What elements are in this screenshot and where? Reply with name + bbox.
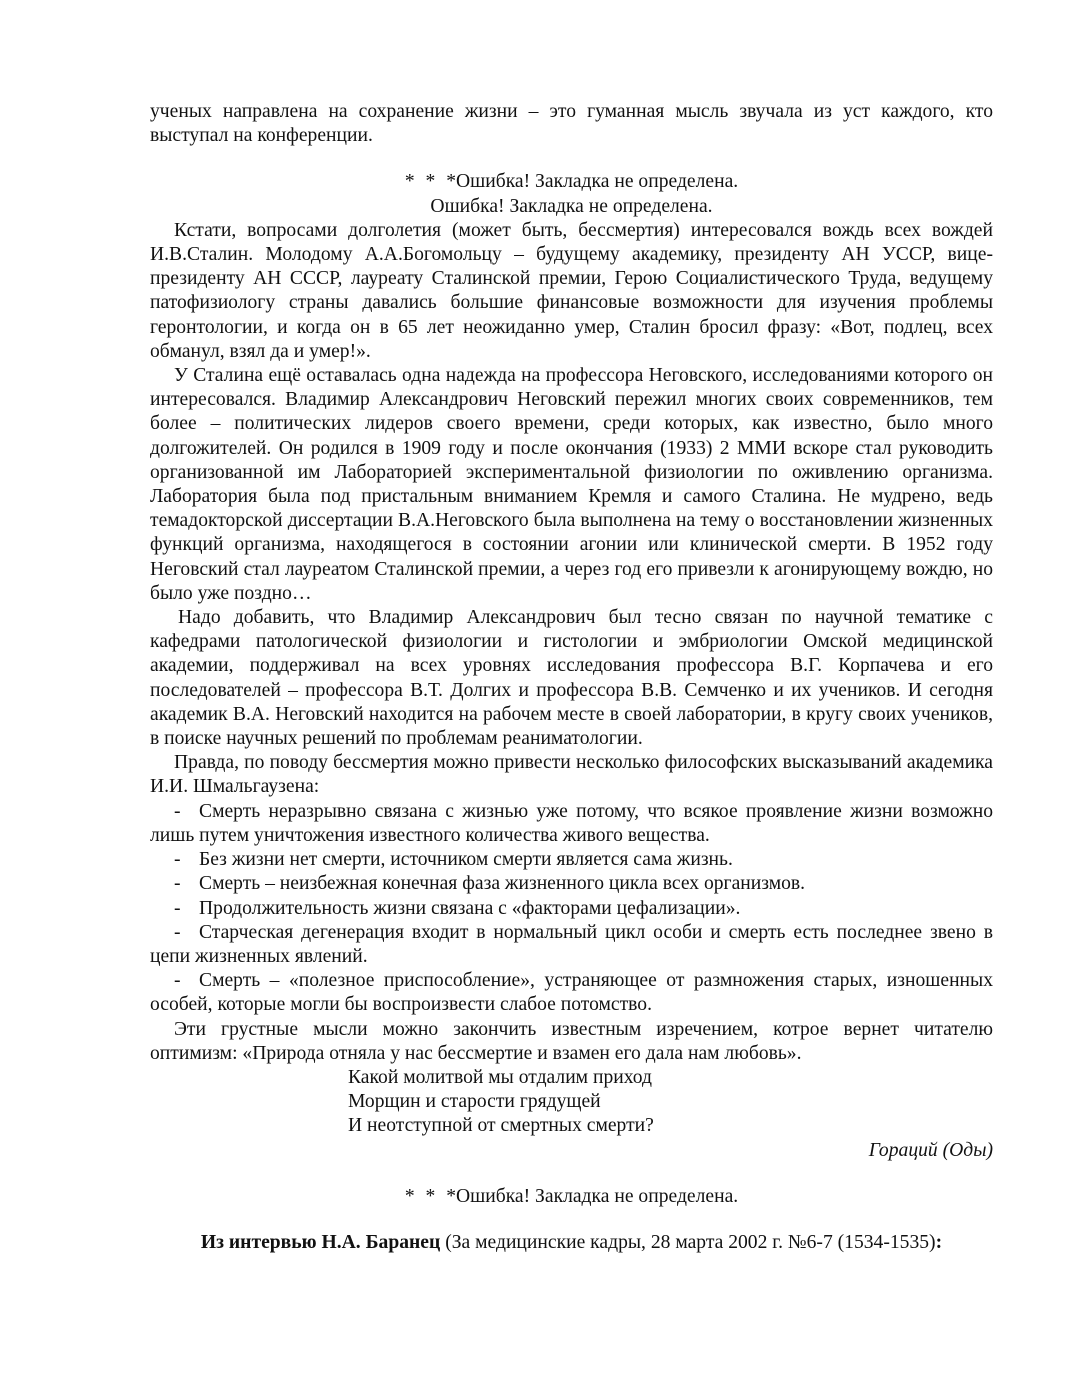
list-item: - Смерть – «полезное приспособление», устраняющее от размножения старых, изношенных особей, которые могли бы воспроизвести слабое потомство.	[150, 970, 993, 1016]
interview-heading	[150, 1231, 993, 1255]
bookmark-error-line: Ошибка! Закладка не определена.	[430, 195, 713, 217]
section-separator	[150, 170, 993, 194]
poem-line: Какой молитвой мы отдалим приход	[348, 1066, 652, 1088]
separator-stars: * * *	[404, 171, 457, 193]
bullet-dash: -	[174, 970, 181, 992]
spacer	[150, 1209, 993, 1231]
bullet-dash: -	[174, 921, 181, 943]
paragraph-optimism: Эти грустные мысли можно закончить известным изречением, котрое вернет читателю оптимизм: «Природа отняла у нас бессмертие и взамен его дала нам любовь».	[150, 1018, 993, 1064]
list-item: - Без жизни нет смерти, источником смерти является сама жизнь.	[150, 848, 993, 872]
paragraph-omsk-academy: Надо добавить, что Владимир Александрович был тесно связан по научной тематике с кафедрами патологической физиологии и гистологии и эмбриологии Омской медицинской академии, поддерживал на всех уровнях исследования профессора В.Г. Корпачева и его последователей – профессора В.Т. Долгих и профессора В.В. Семченко и их учеников. И сегодня академик В.А. Неговский находится на рабочем месте в своей лаборатории, в кругу своих учеников, в поиске научных решений по проблемам реаниматологии.	[150, 607, 993, 750]
interview-colon: :	[935, 1231, 943, 1253]
continuation-paragraph: ученых направлена на сохранение жизни – это гуманная мысль звучала из уст каждого, кто выступал на конференции.	[150, 101, 993, 147]
spacer	[150, 1163, 993, 1185]
document-page	[150, 100, 993, 1255]
poem-line: И неотступной от смертных смерти?	[348, 1115, 654, 1137]
interview-title: Из интервью Н.А. Баранец	[200, 1231, 441, 1253]
list-item: - Смерть – неизбежная конечная фаза жизненного цикла всех организмов.	[150, 872, 993, 896]
bullet-dash: -	[174, 897, 181, 919]
bullet-dash: -	[174, 849, 181, 871]
list-item: - Старческая дегенерация входит в нормальный цикл особи и смерть есть последнее звено в цепи жизненных явлений.	[150, 921, 993, 967]
poem	[150, 1066, 993, 1139]
paragraph-stalin-longevity: Кстати, вопросами долголетия (может быть, бессмертия) интересовался вождь всех вождей И.В.Сталин. Молодому А.А.Богомольцу – будущему академику, президенту АН УССР, вице-президенту АН СССР, лауреату Сталинской премии, Герою Социалистического Труда, ведущему патофизиологу страны давались большие финансовые возможности для изучения проблемы геронтологии, и когда он в 65 лет неожиданно умер, Сталин бросил фразу: «Вот, подлец, всех обманул, взял да и умер!».	[150, 219, 993, 362]
paragraph-negovsky: У Сталина ещё оставалась одна надежда на профессора Неговского, исследованиями которого он интересовался. Владимир Александрович Неговский пережил многих своих современников, тем более – политических лидеров своего времени, среди которых, как известно, было много долгожителей. Он родился в 1909 году и после окончания (1933) 2 ММИ вскоре стал руководить организованной им Лабораторией экспериментальной физиологии по оживлению организма. Лаборатория была под пристальным вниманием Кремля и самого Сталина. Не мудрено, ведь темадокторской диссертации В.А.Неговского была выполнена на тему о восстановлении жизненных функций организма, находящегося в состоянии агонии или клинической смерти. В 1952 году Неговский стал лауреатом Сталинской премии, а через год его привезли к агонирующему вождю, но было уже поздно…	[150, 365, 993, 604]
bullet-dash: -	[174, 800, 181, 822]
spacer	[150, 148, 993, 170]
paragraph-schmalhausen: Правда, по поводу бессмертия можно привести несколько философских высказываний академика И.И. Шмальгаузена:	[150, 752, 993, 798]
section-separator	[150, 1185, 993, 1209]
list-item: - Смерть неразрывно связана с жизнью уже потому, что всякое проявление жизни возможно лишь путем уничтожения известного количества живого вещества.	[150, 800, 993, 846]
list-item: - Продолжительность жизни связана с «факторами цефализации».	[150, 897, 993, 921]
bookmark-error: Ошибка! Закладка не определена.	[456, 171, 739, 193]
poem-line: Морщин и старости грядущей	[348, 1091, 601, 1113]
bookmark-error: Ошибка! Закладка не определена.	[456, 1185, 739, 1207]
poem-attribution: Гораций (Оды)	[868, 1139, 993, 1161]
bullet-dash: -	[174, 873, 181, 895]
separator-stars: * * *	[404, 1185, 457, 1207]
interview-source: (За медицинские кадры, 28 марта 2002 г. №6-7 (1534-1535)	[440, 1231, 936, 1253]
